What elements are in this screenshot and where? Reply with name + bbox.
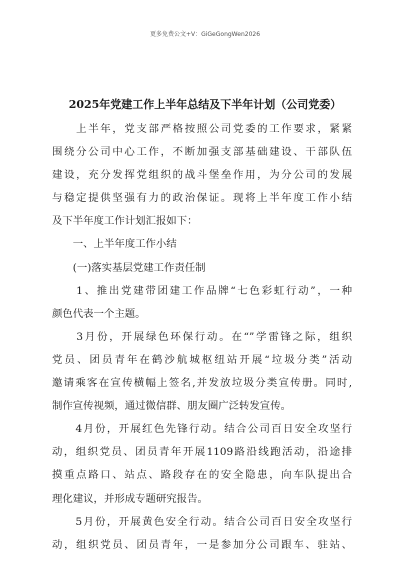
body-text-line: 动，组织党员、团员青年开展1109路沿线跑活动，沿途排 xyxy=(52,446,352,459)
body-text-line: 理化建议，并形成专题研究报告。 xyxy=(52,492,208,505)
document-body xyxy=(52,118,352,557)
body-text-line: 5月份，开展黄色安全行动。结合公司百日安全攻坚行 xyxy=(52,515,352,528)
body-text-line: (一)落实基层党建工作责任制 xyxy=(52,261,206,274)
body-text-line: 邀请乘客在宣传横幅上签名,并发放垃圾分类宣传册。同时, xyxy=(52,377,352,390)
body-text-line: 摸重点路口、站点、路段存在的安全隐患，向车队提出合 xyxy=(52,469,352,482)
body-text-line: 动，组织党员、团员青年，一是参加分公司跟车、驻站、 xyxy=(52,538,352,551)
body-text-line: 上半年，党支部严格按照公司党委的工作要求，紧紧 xyxy=(52,123,352,135)
body-text-line: 4月份，开展红色先锋行动。结合公司百日安全攻坚行 xyxy=(52,423,352,436)
body-text-line: 1、推出党建带团建工作品牌“七色彩虹行动”，一种 xyxy=(52,284,352,297)
body-text-line: 及下半年度工作计划汇报如下： xyxy=(52,215,198,228)
body-text-line: 建设，充分发挥党组织的战斗堡垒作用，为分公司的发展 xyxy=(52,169,352,182)
body-text-line: 3月份，开展绿色环保行动。在“”学雷锋之际，组织 xyxy=(52,330,352,343)
watermark-text: 更多免费公文+V：GiGeGongWen2026 xyxy=(149,31,261,38)
body-text-line: 一、上半年度工作小结 xyxy=(52,238,177,251)
body-text-line: 围绕分公司中心工作，不断加强支部基础建设、干部队伍 xyxy=(52,146,352,159)
body-text-line: 颜色代表一个主题。 xyxy=(52,307,146,320)
body-text-line: 与稳定提供坚强有力的政治保证。现将上半年度工作小结 xyxy=(52,192,352,205)
body-text-line: 制作宣传视频，通过微信群、朋友圈广泛转发宣传。 xyxy=(52,400,291,413)
body-text-line: 党员、团员青年在鹤沙航城枢纽站开展“垃圾分类”活动 xyxy=(52,353,352,366)
document-title: 2025年党建工作上半年总结及下半年计划（公司党委） xyxy=(68,98,342,111)
